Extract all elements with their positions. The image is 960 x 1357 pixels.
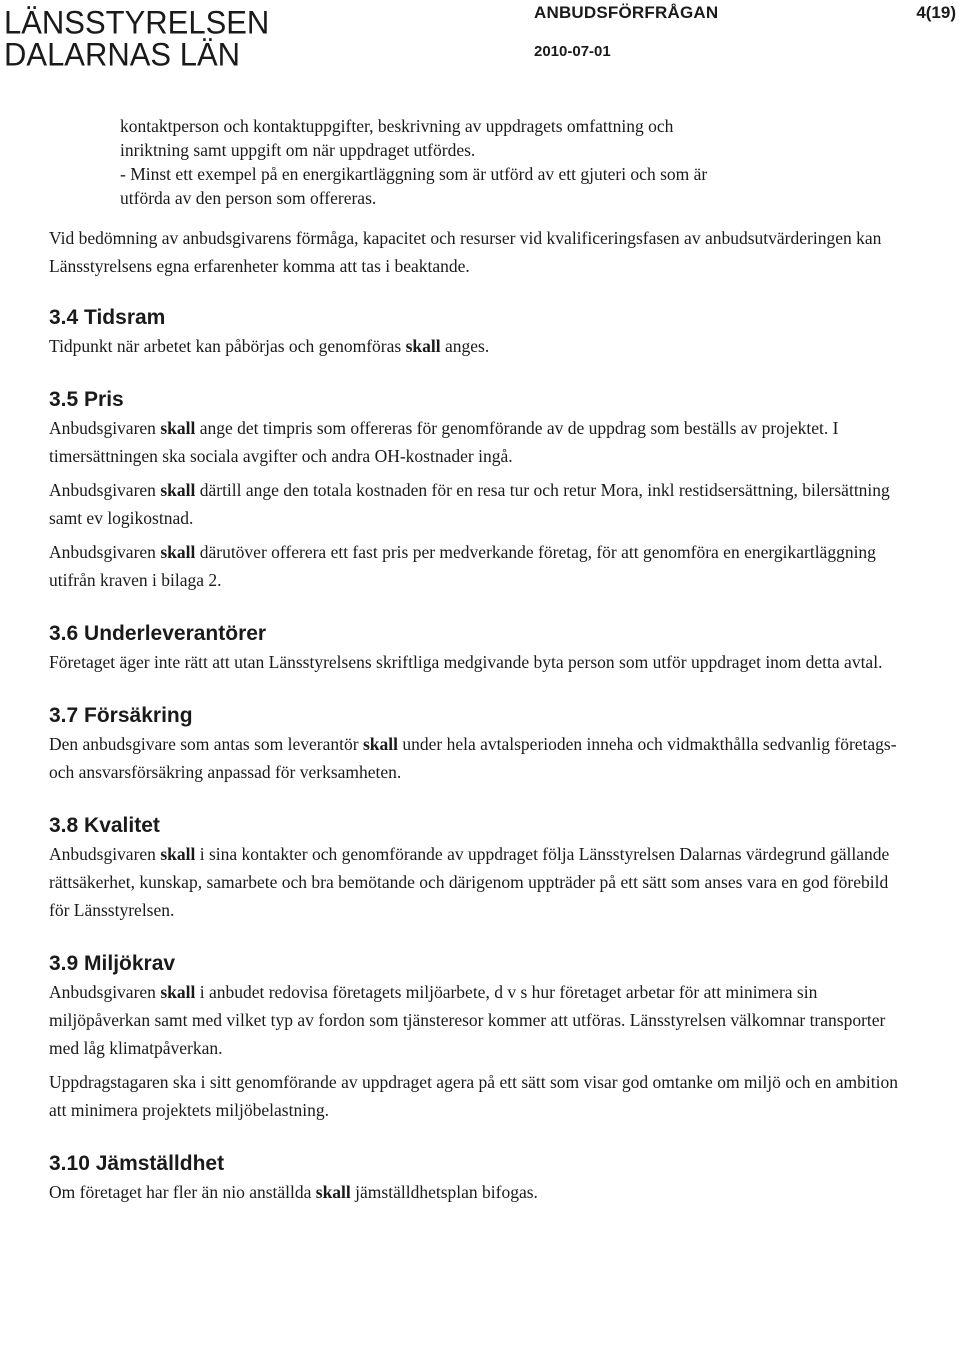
section-paragraph: Företaget äger inte rätt att utan Länsstyrelsens skriftliga medgivande byta person som utför uppdraget inom detta avtal. <box>49 652 883 672</box>
section-heading: 3.6 Underleverantörer <box>49 622 267 645</box>
agency-logo <box>4 3 270 73</box>
logo-line-2: DALARNAS LÄN <box>4 35 241 73</box>
section-heading: 3.4 Tidsram <box>49 306 166 329</box>
section-paragraph: Anbudsgivaren skall i sina kontakter och genomförande av uppdraget följa Länsstyrelsen Dalarnas värdegrund gällande rättsäkerhet, kunskap, samarbete och bra bemötande och därigenom uppträder på ett sätt som anses vara en god förebild för Länsstyrelsen. <box>49 844 890 920</box>
assessment-paragraph: Vid bedömning av anbudsgivarens förmåga, kapacitet och resurser vid kvalificeringsfasen av anbudsutvärderingen kan Länsstyrelsens egna erfarenheter komma att tas i beaktande. <box>49 228 882 276</box>
section-paragraph: Om företaget har fler än nio anställda skall jämställdhetsplan bifogas. <box>49 1182 538 1202</box>
section-paragraph: Anbudsgivaren skall därtill ange den totala kostnaden för en resa tur och retur Mora, inkl restidsersättning, bilersättning samt ev logikostnad. <box>49 480 890 528</box>
page-number: 4(19) <box>916 3 956 22</box>
section-heading: 3.9 Miljökrav <box>49 952 176 975</box>
intro-line: - Minst ett exempel på en energikartläggning som är utförd av ett gjuteri och som är <box>120 164 708 184</box>
section-heading: 3.10 Jämställdhet <box>49 1152 225 1175</box>
section-paragraph: Anbudsgivaren skall ange det timpris som offereras för genomförande av de uppdrag som beställs av projektet. I timersättningen ska sociala avgifter och andra OH-kostnader ingå. <box>49 418 839 466</box>
section-heading: 3.8 Kvalitet <box>49 814 160 837</box>
section-pris <box>49 386 909 594</box>
section-jamstalldhet <box>49 1150 909 1206</box>
section-miljokrav <box>49 950 909 1124</box>
section-underleverantorer <box>49 620 909 676</box>
document-title: ANBUDSFÖRFRÅGAN <box>534 3 719 22</box>
document-body <box>49 114 909 1206</box>
section-paragraph: Uppdragstagaren ska i sitt genomförande av uppdraget agera på ett sätt som visar god omtanke om miljö och en ambition att minimera projektets miljöbelastning. <box>49 1072 899 1120</box>
section-heading: 3.7 Försäkring <box>49 704 193 727</box>
intro-line: kontaktperson och kontaktuppgifter, beskrivning av uppdragets omfattning och <box>120 116 674 136</box>
section-kvalitet <box>49 812 909 924</box>
section-paragraph: Den anbudsgivare som antas som leverantör skall under hela avtalsperioden inneha och vidmakthålla sedvanlig företags- och ansvarsförsäkring anpassad för verksamheten. <box>49 734 897 782</box>
section-paragraph: Tidpunkt när arbetet kan påbörjas och genomföras skall anges. <box>49 336 490 356</box>
section-tidsram <box>49 304 909 360</box>
intro-line: utförda av den person som offereras. <box>120 188 377 208</box>
section-paragraph: Anbudsgivaren skall i anbudet redovisa företagets miljöarbete, d v s hur företaget arbetar för att minimera sin miljöpåverkan samt med vilket typ av fordon som tjänsteresor kommer att utföras. Länsstyrelsen välkomnar transporter med låg klimatpåverkan. <box>49 982 886 1058</box>
section-heading: 3.5 Pris <box>49 388 124 411</box>
document-date: 2010-07-01 <box>534 43 611 60</box>
intro-line: inriktning samt uppgift om när uppdraget utfördes. <box>120 140 476 160</box>
logo-line-1: LÄNSSTYRELSEN <box>4 3 270 41</box>
section-paragraph: Anbudsgivaren skall därutöver offerera ett fast pris per medverkande företag, för att genomföra en energikartläggning utifrån kraven i bilaga 2. <box>49 542 876 590</box>
section-forsakring <box>49 702 909 786</box>
